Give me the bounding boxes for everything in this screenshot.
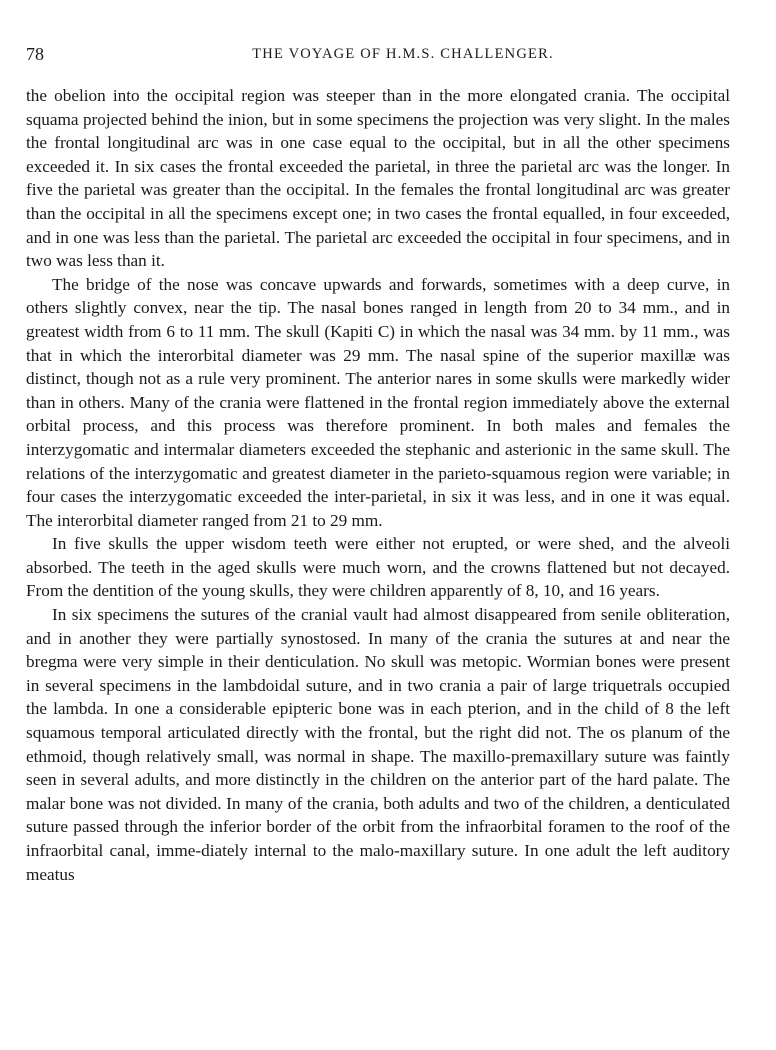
paragraph-nose: The bridge of the nose was concave upwards and forwards, sometimes with a deep curve, in others slightly convex, near the tip. The nasal bones ranged in length from 20 to 34 mm., and in greatest width from 6 to 11 mm. The skull (Kapiti C) in which the nasal was 34 mm. by 11 mm., was that in which the interorbital diameter was 29 mm. The nasal spine of the superior maxillæ was distinct, though not as a rule very prominent. The anterior nares in some skulls were markedly wider than in others. Many of the crania were flattened in the frontal region immediately above the external orbital process, and this process was therefore prominent. In both males and females the interzygomatic and intermalar diameters exceeded the stephanic and asterionic in the same skull. The relations of the interzygomatic and greatest diameter in the parieto-squamous region were variable; in four cases the interzygomatic exceeded the inter-parietal, in six it was less, and in one it was equal. The interorbital diameter ranged from 21 to 29 mm. [26,274,730,530]
page-number: 78 [26,44,44,64]
running-title: THE VOYAGE OF H.M.S. CHALLENGER. [252,46,554,62]
page-header [26,44,740,68]
paragraph-sutures: In six specimens the sutures of the cranial vault had almost disappeared from senile obliteration, and in another they were partially synostosed. In many of the crania the sutures at and near the bregma were very simple in their denticulation. No skull was metopic. Wormian bones were present in several specimens in the lambdoidal suture, and in two crania a pair of large triquetrals occupied the lambda. In one a considerable epipteric bone was in each pterion, and in the child of 8 the left squamous temporal articulated directly with the frontal, but the right did not. The os planum of the ethmoid, though relatively small, was normal in shape. The maxillo-premaxillary suture was faintly seen in several adults, and more distinctly in the children on the anterior part of the hard palate. The malar bone was not divided. In many of the crania, both adults and two of the children, a denticulated suture passed through the inferior border of the orbit from the infraorbital foramen to the roof of the infraorbital canal, imme-diately internal to the malo-maxillary suture. In one adult the left auditory meatus [26,605,730,884]
paragraph-continued: the obelion into the occipital region was steeper than in the more elongated crania. The occipital squama projected behind the inion, but in some specimens the projection was very slight. In the males the frontal longitudinal arc was in one case equal to the occipital, but in all the other specimens exceeded it. In six cases the frontal exceeded the parietal, in three the parietal arc was the longer. In five the parietal was greater than the occipital. In the females the frontal longitudinal arc was greater than the occipital in all the specimens except one; in two cases the frontal equalled, in four exceeded, and in one was less than the parietal. The parietal arc exceeded the occipital in four specimens, and in two was less than it. [26,86,730,271]
body-text [26,84,730,886]
paragraph-teeth: In five skulls the upper wisdom teeth were either not erupted, or were shed, and the alveoli absorbed. The teeth in the aged skulls were much worn, and the crowns flattened but not decayed. From the dentition of the young skulls, they were children apparently of 8, 10, and 16 years. [26,534,730,601]
